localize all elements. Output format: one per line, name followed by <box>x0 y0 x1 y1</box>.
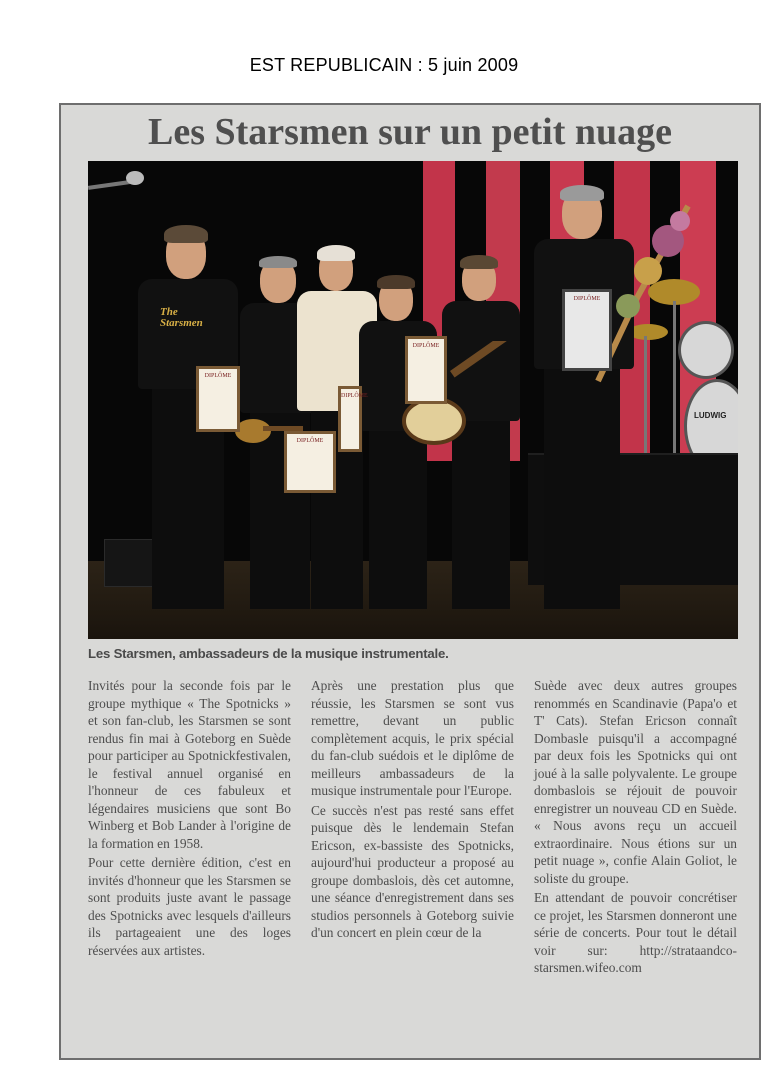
paragraph: Suède avec deux autres groupes renommés en Scandinavie (Papa'o et T' Cats). Stefan Ericson connaît Dombasle puisqu'il a accompagné par deux fois les Spotnicks qui ont joué à la salle polyvalente. Le groupe dombaslois se réjouit de pouvoir enregistrer un nouveau CD en Suède. « Nous avons reçu un accueil extraordinaire. Nous étions sur un petit nuage », confie Alain Goliot, le soliste du groupe. <box>534 678 737 886</box>
paragraph: Invités pour la seconde fois par le groupe mythique « The Spotnicks » et son fan-club, les Starsmen se sont rendus fin mai à Goteborg en Suède pour participer au Spotnickfestivalen, le festival annuel organisé en l'honneur de ces fabuleux et légendaires musiciens que sont Bo Winberg et Bob Lander à l'origine de la formation en 1958. <box>88 678 291 851</box>
paragraph: Pour cette dernière édition, c'est en invités d'honneur que les Starsmen se sont produits juste avant le passage des Spotnicks avec lesquels d'ailleurs ils partageaient une des loges réservées aux artistes. <box>88 855 291 958</box>
shirt-print: The Starsmen <box>160 306 203 329</box>
source-line: EST REPUBLICAIN : 5 juin 2009 <box>249 55 519 75</box>
microphone-icon <box>126 171 144 185</box>
diploma <box>405 336 447 404</box>
microphone-stand <box>88 180 130 190</box>
diploma-label: DIPLÔME <box>573 296 601 302</box>
diploma <box>196 366 240 432</box>
band-photo <box>88 161 738 639</box>
diploma-label: DIPLÔME <box>341 393 368 399</box>
diploma <box>338 386 368 452</box>
diploma <box>562 289 612 371</box>
headline: Les Starsmen sur un petit nuage <box>148 111 672 153</box>
paragraph: En attendant de pouvoir concrétiser ce projet, les Starsmen donneront une série de concerts. Pour tout le détail voir sur: http://strataandco-starsmen.wifeo.com <box>534 890 737 975</box>
article-body <box>88 677 738 979</box>
photo-caption: Les Starsmen, ambassadeurs de la musique instrumentale. <box>88 646 449 661</box>
paragraph: Après une prestation plus que réussie, les Starsmen se sont vus remettre, devant un public complètement acquis, le prix spécial du fan-club suédois et le diplôme de meilleurs ambassadeurs de la musique instrumentale pour l'Europe. <box>311 678 514 798</box>
article-column-2 <box>311 677 514 979</box>
article-column-1 <box>88 677 291 979</box>
article-column-3 <box>534 677 737 979</box>
paragraph: Ce succès n'est pas resté sans effet puisque dès le lendemain Stefan Ericson, ex-bassiste des Spotnicks, aujourd'hui producteur a proposé au groupe dombaslois, dès cet automne, une séance d'enregistrement dans ses studios personnels à Goteborg suivie d'un concert en plein cœur de la <box>311 802 514 940</box>
diploma-label: DIPLÔME <box>412 343 440 349</box>
diploma-label: DIPLÔME <box>296 438 324 444</box>
diploma <box>284 431 336 493</box>
newspaper-clipping <box>59 103 761 1060</box>
diploma-label: DIPLÔME <box>204 373 232 379</box>
drum-brand: LUDWIG <box>694 411 727 420</box>
